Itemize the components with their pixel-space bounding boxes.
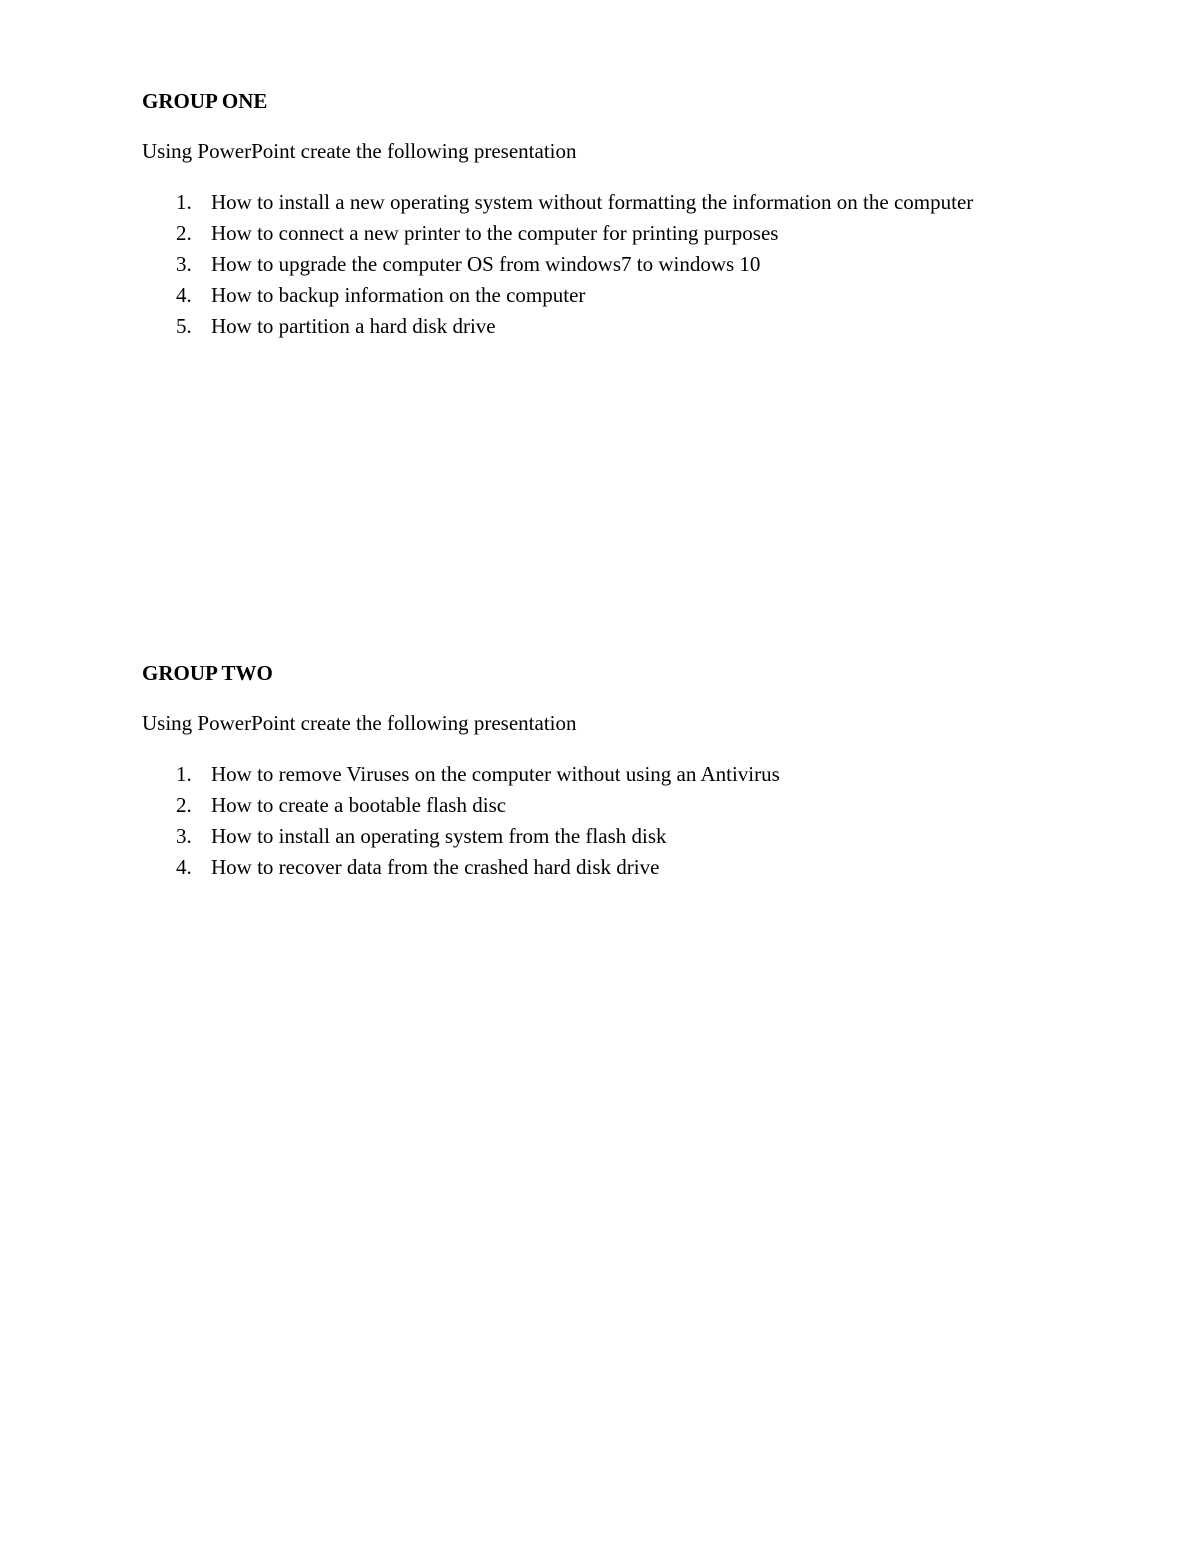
list-item [142, 852, 1058, 883]
list-item-number: 1. [176, 190, 192, 214]
list-item-number: 4. [176, 855, 192, 879]
list-item-number: 1. [176, 762, 192, 786]
list-item [142, 249, 1058, 280]
list-item-number: 3. [176, 824, 192, 848]
list-item-text: How to create a bootable flash disc [211, 793, 507, 817]
list-item [142, 759, 1058, 790]
list-item-number: 4. [176, 283, 192, 307]
group-one-list [142, 187, 1058, 342]
list-item [142, 280, 1058, 311]
group-two-list [142, 759, 1058, 883]
list-item-text: How to install a new operating system without formatting the information on the computer [211, 190, 974, 214]
list-item [142, 218, 1058, 249]
list-item [142, 821, 1058, 852]
list-item [142, 790, 1058, 821]
list-item-number: 5. [176, 314, 192, 338]
group-two-heading: GROUP TWO [142, 661, 273, 685]
list-item [142, 187, 1058, 218]
group-two-intro: Using PowerPoint create the following presentation [142, 711, 577, 735]
list-item-number: 2. [176, 793, 192, 817]
list-item-text: How to connect a new printer to the computer for printing purposes [211, 221, 779, 245]
list-item-text: How to install an operating system from the flash disk [211, 824, 667, 848]
list-item-text: How to upgrade the computer OS from windows7 to windows 10 [211, 252, 761, 276]
list-item-text: How to partition a hard disk drive [211, 314, 496, 338]
group-one-intro: Using PowerPoint create the following presentation [142, 139, 577, 163]
list-item-text: How to recover data from the crashed hard disk drive [211, 855, 660, 879]
list-item-number: 2. [176, 221, 192, 245]
list-item-number: 3. [176, 252, 192, 276]
group-two-section [142, 658, 1058, 883]
group-one-heading: GROUP ONE [142, 89, 268, 113]
group-one-section [142, 86, 1058, 342]
list-item-text: How to backup information on the computer [211, 283, 586, 307]
list-item [142, 311, 1058, 342]
list-item-text: How to remove Viruses on the computer without using an Antivirus [211, 762, 780, 786]
